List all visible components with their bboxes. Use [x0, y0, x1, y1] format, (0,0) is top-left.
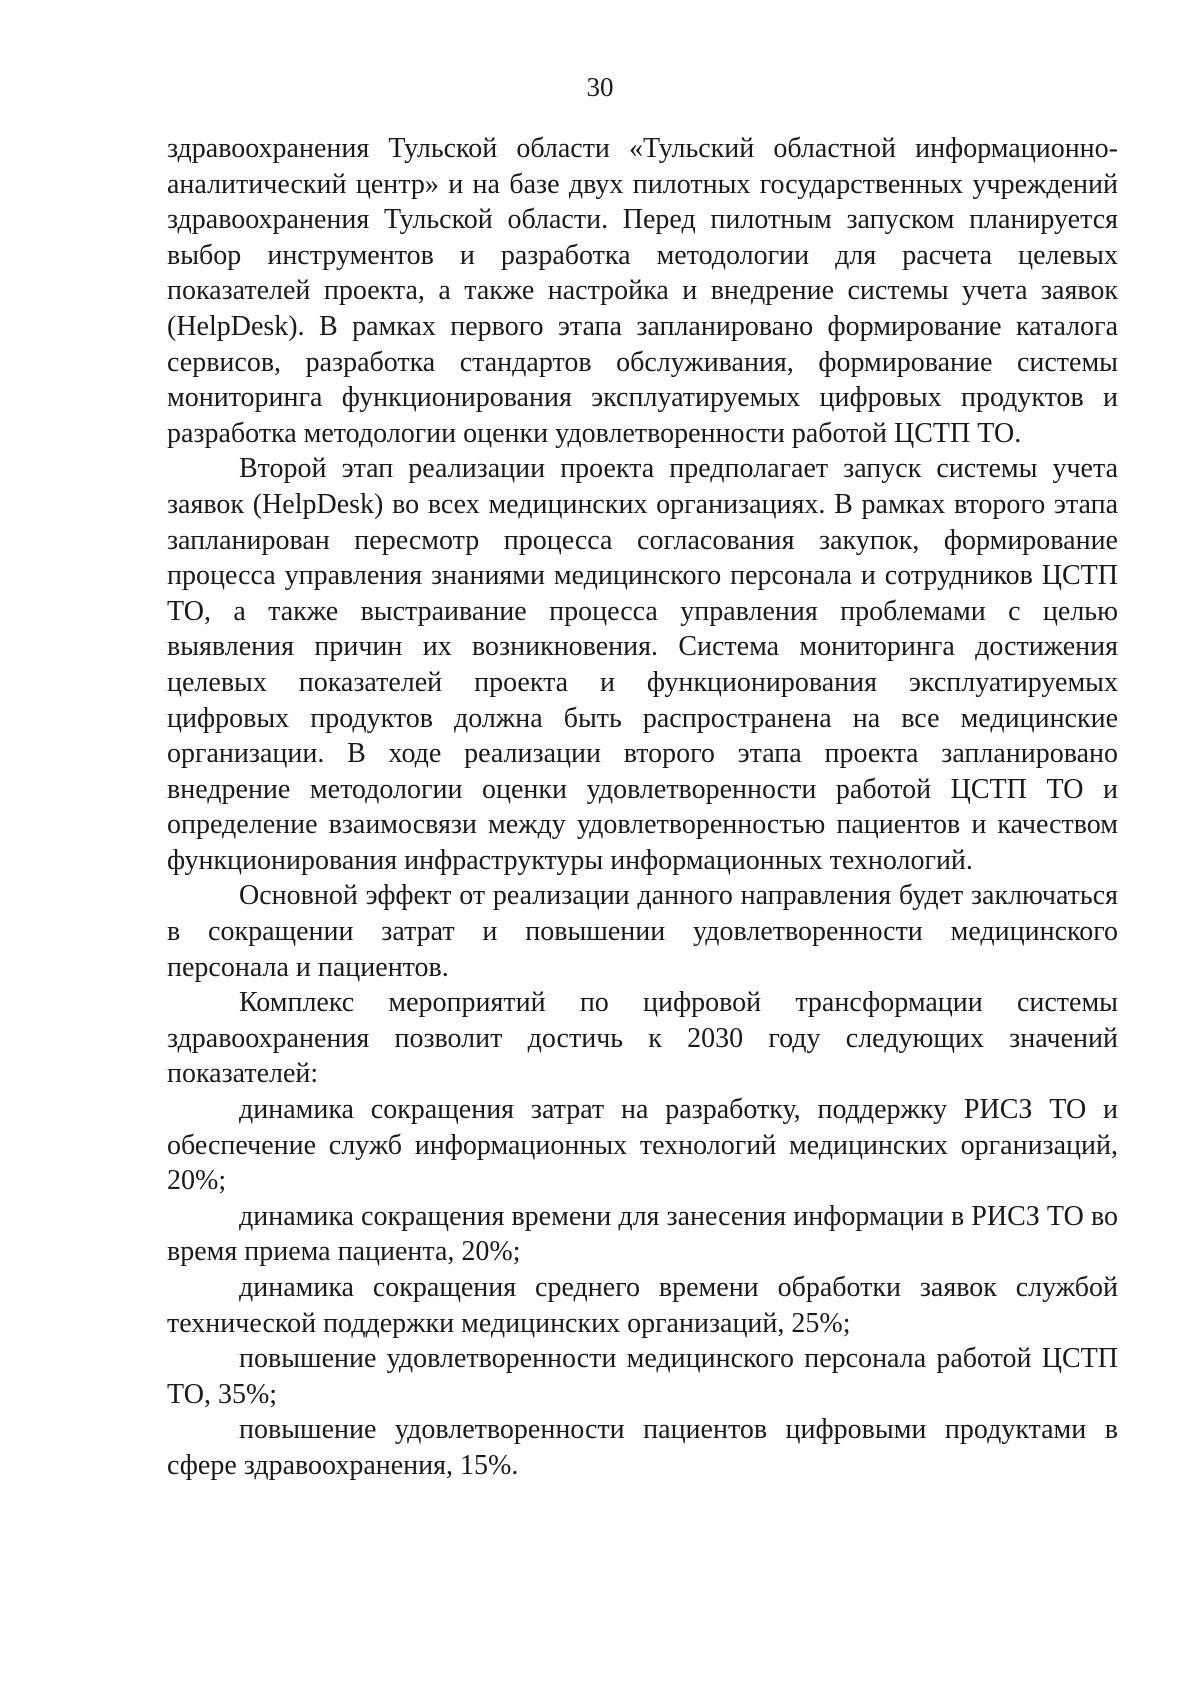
indicator-item: повышение удовлетворенности пациентов цифровыми продуктами в сфере здравоохранения, 15%. — [167, 1414, 1118, 1481]
indicator-item: динамика сокращения затрат на разработку, поддержку РИСЗ ТО и обеспечение служб информационных технологий медицинских организаций, 20%; — [167, 1094, 1118, 1197]
indicator-item: повышение удовлетворенности медицинского персонала работой ЦСТП ТО, 35%; — [167, 1343, 1118, 1410]
paragraph-second-stage: Второй этап реализации проекта предполагает запуск системы учета заявок (HelpDesk) во всех медицинских организациях. В рамках второго этапа запланирован пересмотр процесса согласования закупок, формирование процесса управления знаниями медицинского персонала и сотрудников ЦСТП ТО, а также выстраивание процесса управления проблемами с целью выявления причин их возникновения. Система мониторинга достижения целевых показателей проекта и функционирования эксплуатируемых цифровых продуктов должна быть распространена на все медицинские организации. В ходе реализации второго этапа проекта запланировано внедрение методологии оценки удовлетворенности работой ЦСТП ТО и определение взаимосвязи между удовлетворенностью пациентов и качеством функционирования инфраструктуры информационных технологий. — [167, 453, 1118, 876]
paragraph-indicators-intro: Комплекс мероприятий по цифровой трансформации системы здравоохранения позволит достичь к 2030 году следующих значений показателей: — [167, 987, 1118, 1090]
paragraph-continuation: здравоохранения Тульской области «Тульский областной информационно-аналитический центр» и на базе двух пилотных государственных учреждений здравоохранения Тульской области. Перед пилотным запуском планируется выбор инструментов и разработка методологии для расчета целевых показателей проекта, а также настройка и внедрение системы учета заявок (HelpDesk). В рамках первого этапа запланировано формирование каталога сервисов, разработка стандартов обслуживания, формирование системы мониторинга функционирования эксплуатируемых цифровых продуктов и разработка методологии оценки удовлетворенности работой ЦСТП ТО. — [167, 133, 1118, 449]
paragraph-main-effect: Основной эффект от реализации данного направления будет заключаться в сокращении затрат и повышении удовлетворенности медицинского персонала и пациентов. — [167, 880, 1118, 983]
page-number: 30 — [586, 72, 614, 102]
indicator-item: динамика сокращения среднего времени обработки заявок службой технической поддержки медицинских организаций, 25%; — [167, 1272, 1118, 1339]
indicator-item: динамика сокращения времени для занесения информации в РИСЗ ТО во время приема пациента, 20%; — [167, 1200, 1118, 1268]
document-body — [167, 131, 1118, 1484]
